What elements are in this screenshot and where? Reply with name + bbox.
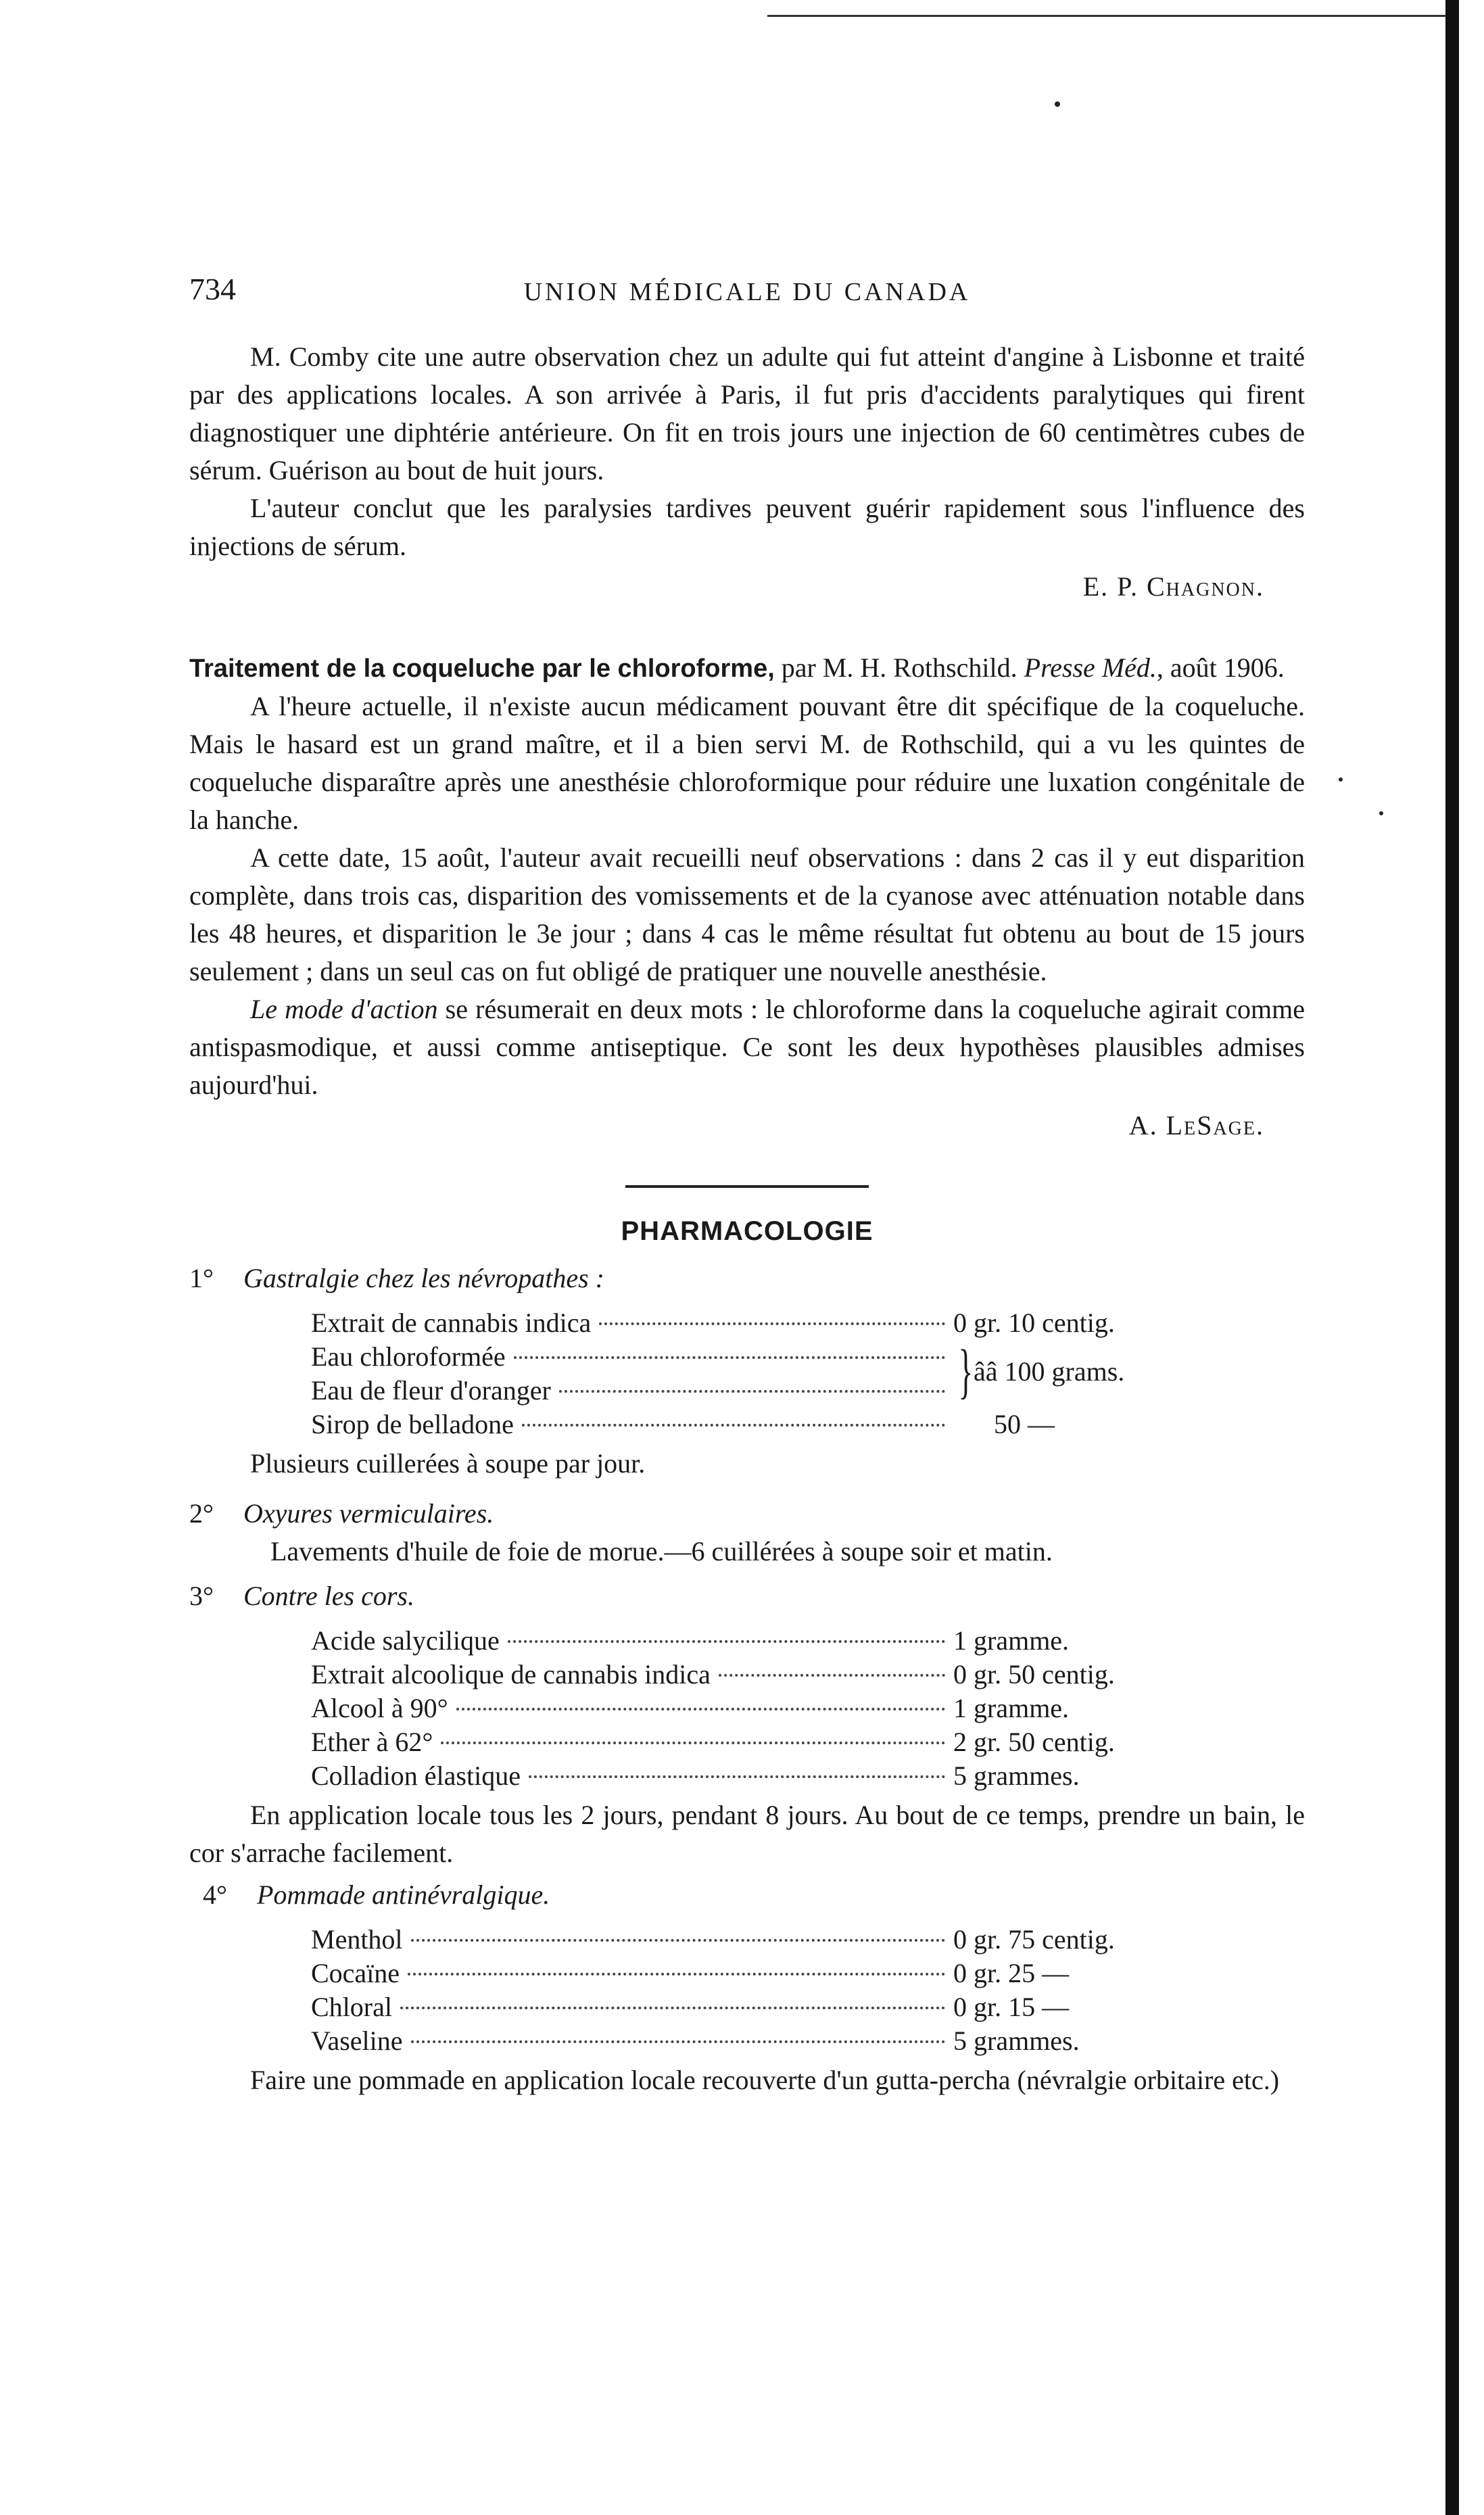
comby-paragraph-1: M. Comby cite une autre observation chez un adulte qui fut atteint d'angine à Lisbonne et traité par des applications locales. A son arrivée à Paris, il fut pris d'accidents paralytiques qui firent diagnostiquer une diphtérie antérieure. On fit en trois jours une injection de 60 centimètres cubes de sérum. Guérison au bout de huit jours.	[189, 341, 1305, 485]
leader-dots	[400, 2007, 945, 2009]
ingredient-dose: 0 gr. 75 centig.	[953, 1924, 1115, 1955]
article-heading	[189, 649, 1305, 688]
article-paragraph-1: A l'heure actuelle, il n'existe aucun médicament pouvant être dit spécifique de la coqueluche. Mais le hasard est un grand maître, et il a bien servi M. de Rothschild, qui a vu les quintes de coqueluche disparaître après une anesthésie chloroformique pour réduire une luxation congénitale de la hanche.	[189, 691, 1305, 835]
ingredient-name: Ether à 62°	[311, 1727, 433, 1757]
ingredient-dose: 0 gr. 50 centig.	[953, 1659, 1115, 1690]
ingredient-name: Colladion élastique	[311, 1760, 521, 1791]
section-divider	[625, 1185, 869, 1188]
recipe-2-heading	[189, 1495, 1305, 1533]
leader-dots	[456, 1708, 945, 1710]
ingredient-row	[311, 1622, 1176, 1656]
ingredient-name: Acide salycilique	[311, 1625, 500, 1656]
article-byline: par M. H. Rothschild.	[774, 652, 1024, 683]
recipe-1-ingredients	[311, 1304, 1176, 1439]
recipe-1-note: Plusieurs cuillerées à soupe par jour.	[250, 1448, 646, 1479]
recipe-4-number: 4°	[203, 1879, 227, 1910]
recipe-1-heading	[189, 1260, 1305, 1297]
recipe-3-title: Contre les cors.	[243, 1581, 414, 1611]
ingredient-name: Extrait de cannabis indica	[311, 1308, 592, 1338]
ingredient-name: Chloral	[311, 1992, 392, 2022]
recipe-4-heading	[189, 1876, 1305, 1914]
ingredient-dose: 0 gr. 10 centig.	[953, 1308, 1115, 1338]
leader-dots	[441, 1742, 945, 1744]
scan-right-edge	[1445, 0, 1459, 2515]
ingredient-row	[311, 2022, 1176, 2056]
article-title: Traitement de la coqueluche par le chloroforme,	[189, 654, 775, 683]
ingredient-row	[311, 1757, 1176, 1791]
recipe-1-number: 1°	[189, 1263, 214, 1293]
ingredient-dose: 1 gramme.	[953, 1625, 1070, 1656]
article-paragraph-3	[189, 990, 1305, 1104]
ingredient-row	[311, 1955, 1176, 1988]
recipe-2-title: Oxyures vermiculaires.	[243, 1498, 494, 1529]
ingredient-dose: 0 gr. 15 —	[953, 1992, 1070, 2022]
recipe-3-ingredients	[311, 1622, 1176, 1791]
ingredient-name: Vaseline	[311, 2026, 403, 2056]
leader-dots	[559, 1390, 945, 1393]
article-paragraph-2: A cette date, 15 août, l'auteur avait recueilli neuf observations : dans 2 cas il y eut disparition complète, dans trois cas, disparition des vomissements et de la cyanose avec atténuation notable dans les 48 heures, et disparition le 3e jour ; dans 4 cas le même résultat fut obtenu au bout de 15 jours seulement ; dans un seul cas on fut obligé de pratiquer une nouvelle anesthésie.	[189, 842, 1305, 986]
recipe-1-title: Gastralgie chez les névropathes :	[243, 1263, 604, 1293]
ingredient-name: Alcool à 90°	[311, 1693, 448, 1723]
scan-speck	[1339, 777, 1343, 782]
article-italic-phrase: Le mode d'action	[250, 994, 438, 1024]
ingredient-dose: 1 gramme.	[953, 1693, 1070, 1723]
ingredient-dose: 5 grammes.	[953, 2026, 1080, 2056]
recipe-3-number: 3°	[189, 1581, 214, 1611]
leader-dots	[508, 1640, 945, 1643]
page-number: 734	[189, 272, 236, 306]
brace-symbol: }	[958, 1338, 974, 1405]
scan-top-edge	[767, 15, 1450, 17]
leader-dots	[408, 1973, 945, 1975]
ingredient-dose: 2 gr. 50 centig.	[953, 1727, 1115, 1757]
ingredient-dose: ââ 100 grams.	[974, 1356, 1125, 1387]
leader-dots	[599, 1322, 945, 1325]
scan-speck	[1379, 811, 1383, 815]
recipe-4-title: Pommade antinévralgique.	[257, 1879, 550, 1910]
recipe-4-ingredients	[311, 1921, 1176, 2056]
comby-paragraph-2: L'auteur conclut que les paralysies tardives peuvent guérir rapidement sous l'influence des injections de sérum.	[189, 493, 1305, 561]
article-source: Presse Méd.	[1024, 652, 1157, 683]
ingredient-name: Eau chloroformée	[311, 1341, 506, 1372]
recipe-3-heading	[189, 1577, 1305, 1615]
ingredient-name: Cocaïne	[311, 1958, 400, 1988]
recipe-2-number: 2°	[189, 1498, 214, 1529]
leader-dots	[411, 1939, 945, 1942]
ingredient-dose: 5 grammes.	[953, 1760, 1080, 1791]
page-header	[189, 270, 1305, 318]
ingredient-row	[311, 1656, 1176, 1690]
ingredient-name: Eau de fleur d'oranger	[311, 1375, 551, 1406]
article-date: , août 1906.	[1156, 652, 1285, 683]
article-paragraph-3-text: se résumerait en deux mots : le chloroforme dans la coqueluche agirait comme antispasmodique, et aussi comme antiseptique. Ce sont les deux hypothèses plausibles admises aujourd'hui.	[189, 994, 1305, 1100]
ingredient-row	[311, 1304, 1176, 1338]
ingredient-row	[311, 1988, 1176, 2022]
leader-dots	[719, 1674, 945, 1677]
section-title: PHARMACOLOGIE	[621, 1216, 873, 1246]
ingredient-dose: 50 —	[994, 1409, 1055, 1439]
ingredient-row	[311, 1690, 1176, 1723]
ingredient-row	[311, 1921, 1176, 1955]
ingredient-name: Menthol	[311, 1924, 403, 1955]
leader-dots	[529, 1775, 945, 1778]
scan-speck	[1055, 101, 1060, 107]
ingredient-row	[311, 1406, 1176, 1439]
ingredient-name: Sirop de belladone	[311, 1409, 514, 1439]
ingredient-name: Extrait alcoolique de cannabis indica	[311, 1659, 711, 1690]
recipe-4-note: Faire une pommade en application locale recouverte d'un gutta-percha (névralgie orbitaire etc.)	[250, 2065, 1280, 2095]
ingredient-dose: 0 gr. 25 —	[953, 1958, 1070, 1988]
leader-dots	[411, 2040, 945, 2043]
signature-lesage: A. LeSage.	[1128, 1110, 1264, 1141]
ingredient-row	[311, 1338, 953, 1372]
leader-dots	[522, 1424, 945, 1427]
leader-dots	[514, 1356, 945, 1359]
ingredient-row	[311, 1723, 1176, 1757]
page-content	[189, 270, 1305, 2099]
recipe-2-note: Lavements d'huile de foie de morue.—6 cuillérées à soupe soir et matin.	[270, 1536, 1053, 1566]
signature-chagnon: E. P. Chagnon.	[1082, 571, 1264, 602]
ingredient-group	[311, 1338, 1176, 1406]
running-title: UNION MÉDICALE DU CANADA	[523, 278, 971, 306]
recipe-3-note: En application locale tous les 2 jours, pendant 8 jours. Au bout de ce temps, prendre un bain, le cor s'arrache facilement.	[189, 1800, 1305, 1868]
ingredient-row	[311, 1372, 953, 1406]
